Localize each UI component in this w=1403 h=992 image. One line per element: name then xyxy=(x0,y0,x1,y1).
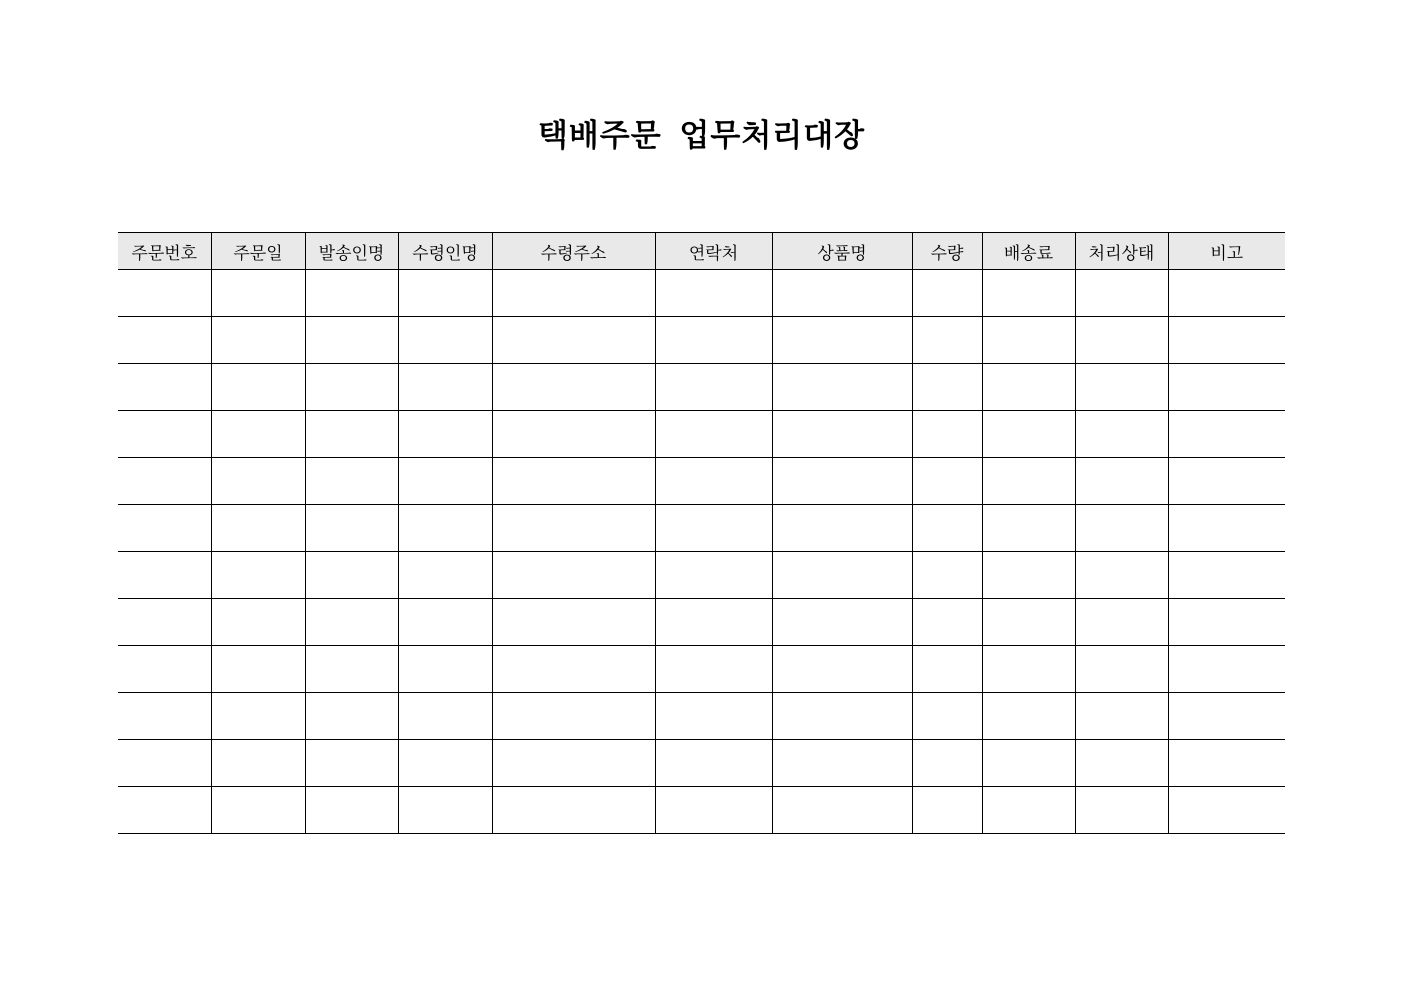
table-cell xyxy=(912,270,982,317)
table-cell xyxy=(655,740,772,787)
table-cell xyxy=(398,411,492,458)
table-cell xyxy=(982,458,1075,505)
table-cell xyxy=(982,364,1075,411)
column-header-status: 처리상태 xyxy=(1075,233,1168,270)
table-cell xyxy=(982,599,1075,646)
table-row xyxy=(118,693,1285,740)
table-cell xyxy=(211,458,305,505)
table-cell xyxy=(305,364,398,411)
table-cell xyxy=(982,646,1075,693)
table-cell xyxy=(398,552,492,599)
table-cell xyxy=(305,740,398,787)
table-cell xyxy=(492,599,655,646)
table-cell xyxy=(1168,552,1285,599)
table-cell xyxy=(305,693,398,740)
table-cell xyxy=(1168,364,1285,411)
table-cell xyxy=(912,599,982,646)
column-header-product-name: 상품명 xyxy=(772,233,912,270)
table-cell xyxy=(305,458,398,505)
table-row xyxy=(118,364,1285,411)
table-cell xyxy=(398,693,492,740)
table-cell xyxy=(398,740,492,787)
table-cell xyxy=(655,599,772,646)
table-row xyxy=(118,740,1285,787)
table-cell xyxy=(305,317,398,364)
table-cell xyxy=(772,505,912,552)
table-cell xyxy=(398,458,492,505)
table-cell xyxy=(398,364,492,411)
table-cell xyxy=(772,552,912,599)
table-cell xyxy=(398,270,492,317)
table-cell xyxy=(982,270,1075,317)
table-cell xyxy=(1168,505,1285,552)
table-cell xyxy=(305,646,398,693)
table-cell xyxy=(118,646,211,693)
column-header-recipient-name: 수령인명 xyxy=(398,233,492,270)
table-cell xyxy=(1075,317,1168,364)
table-row xyxy=(118,599,1285,646)
table-cell xyxy=(305,270,398,317)
table-cell xyxy=(492,646,655,693)
table-cell xyxy=(118,599,211,646)
table-cell xyxy=(211,646,305,693)
table-cell xyxy=(912,552,982,599)
table-cell xyxy=(211,693,305,740)
table-cell xyxy=(1075,646,1168,693)
page-title: 택배주문 업무처리대장 xyxy=(537,118,866,154)
table-cell xyxy=(1168,740,1285,787)
table-row xyxy=(118,317,1285,364)
table-cell xyxy=(772,599,912,646)
table-cell xyxy=(912,317,982,364)
table-cell xyxy=(211,505,305,552)
column-header-order-date: 주문일 xyxy=(211,233,305,270)
table-cell xyxy=(1168,693,1285,740)
table-cell xyxy=(211,740,305,787)
table-cell xyxy=(1075,505,1168,552)
table-cell xyxy=(118,787,211,834)
table-cell xyxy=(912,787,982,834)
table-cell xyxy=(211,364,305,411)
table-cell xyxy=(118,317,211,364)
table-cell xyxy=(398,599,492,646)
table-cell xyxy=(305,411,398,458)
table-cell xyxy=(118,270,211,317)
table-cell xyxy=(118,411,211,458)
table-cell xyxy=(118,505,211,552)
table-cell xyxy=(118,552,211,599)
table-cell xyxy=(1075,411,1168,458)
table-cell xyxy=(1075,364,1168,411)
table-cell xyxy=(912,693,982,740)
table-cell xyxy=(305,599,398,646)
table-cell xyxy=(982,740,1075,787)
table-cell xyxy=(912,646,982,693)
table-cell xyxy=(1075,599,1168,646)
table-cell xyxy=(492,693,655,740)
table-cell xyxy=(211,599,305,646)
table-cell xyxy=(1168,458,1285,505)
ledger-body xyxy=(118,270,1285,834)
table-cell xyxy=(1168,599,1285,646)
order-ledger-table xyxy=(118,232,1285,834)
table-cell xyxy=(492,458,655,505)
table-cell xyxy=(1075,552,1168,599)
table-cell xyxy=(492,411,655,458)
table-row xyxy=(118,458,1285,505)
column-header-recipient-address: 수령주소 xyxy=(492,233,655,270)
table-cell xyxy=(655,411,772,458)
table-cell xyxy=(118,364,211,411)
table-cell xyxy=(772,458,912,505)
table-cell xyxy=(912,740,982,787)
table-cell xyxy=(305,787,398,834)
table-cell xyxy=(1168,787,1285,834)
table-cell xyxy=(398,787,492,834)
column-header-quantity: 수량 xyxy=(912,233,982,270)
table-cell xyxy=(772,317,912,364)
table-cell xyxy=(1075,693,1168,740)
table-cell xyxy=(982,787,1075,834)
table-cell xyxy=(655,317,772,364)
table-cell xyxy=(912,505,982,552)
table-cell xyxy=(655,505,772,552)
table-cell xyxy=(655,693,772,740)
table-cell xyxy=(398,505,492,552)
table-cell xyxy=(492,552,655,599)
table-cell xyxy=(982,317,1075,364)
table-cell xyxy=(492,364,655,411)
table-cell xyxy=(772,693,912,740)
table-cell xyxy=(912,458,982,505)
table-cell xyxy=(1075,458,1168,505)
table-cell xyxy=(398,317,492,364)
column-header-remarks: 비고 xyxy=(1168,233,1285,270)
table-cell xyxy=(492,270,655,317)
table-cell xyxy=(655,364,772,411)
column-header-contact: 연락처 xyxy=(655,233,772,270)
table-row xyxy=(118,411,1285,458)
table-cell xyxy=(492,505,655,552)
table-cell xyxy=(912,411,982,458)
table-cell xyxy=(118,740,211,787)
table-cell xyxy=(982,693,1075,740)
table-row xyxy=(118,505,1285,552)
table-row xyxy=(118,787,1285,834)
table-cell xyxy=(655,552,772,599)
table-cell xyxy=(211,787,305,834)
table-cell xyxy=(1075,270,1168,317)
table-cell xyxy=(982,411,1075,458)
table-cell xyxy=(211,552,305,599)
table-cell xyxy=(912,364,982,411)
table-cell xyxy=(772,270,912,317)
table-cell xyxy=(398,646,492,693)
column-header-order-number: 주문번호 xyxy=(118,233,211,270)
table-cell xyxy=(655,787,772,834)
table-row xyxy=(118,270,1285,317)
table-cell xyxy=(772,411,912,458)
table-cell xyxy=(1168,317,1285,364)
table-cell xyxy=(118,693,211,740)
table-cell xyxy=(305,552,398,599)
table-cell xyxy=(492,740,655,787)
table-cell xyxy=(305,505,398,552)
table-cell xyxy=(655,646,772,693)
table-cell xyxy=(655,458,772,505)
table-cell xyxy=(772,787,912,834)
table-cell xyxy=(211,270,305,317)
table-cell xyxy=(1168,411,1285,458)
table-cell xyxy=(1168,270,1285,317)
table-row xyxy=(118,646,1285,693)
header-row xyxy=(118,233,1285,270)
column-header-sender-name: 발송인명 xyxy=(305,233,398,270)
table-cell xyxy=(492,787,655,834)
column-header-shipping-fee: 배송료 xyxy=(982,233,1075,270)
table-cell xyxy=(118,458,211,505)
table-row xyxy=(118,552,1285,599)
table-cell xyxy=(772,646,912,693)
table-cell xyxy=(1168,646,1285,693)
table-cell xyxy=(211,317,305,364)
table-cell xyxy=(772,364,912,411)
table-cell xyxy=(772,740,912,787)
table-cell xyxy=(1075,787,1168,834)
table-cell xyxy=(211,411,305,458)
table-cell xyxy=(492,317,655,364)
table-cell xyxy=(655,270,772,317)
table-cell xyxy=(982,552,1075,599)
table-cell xyxy=(1075,740,1168,787)
table-cell xyxy=(982,505,1075,552)
